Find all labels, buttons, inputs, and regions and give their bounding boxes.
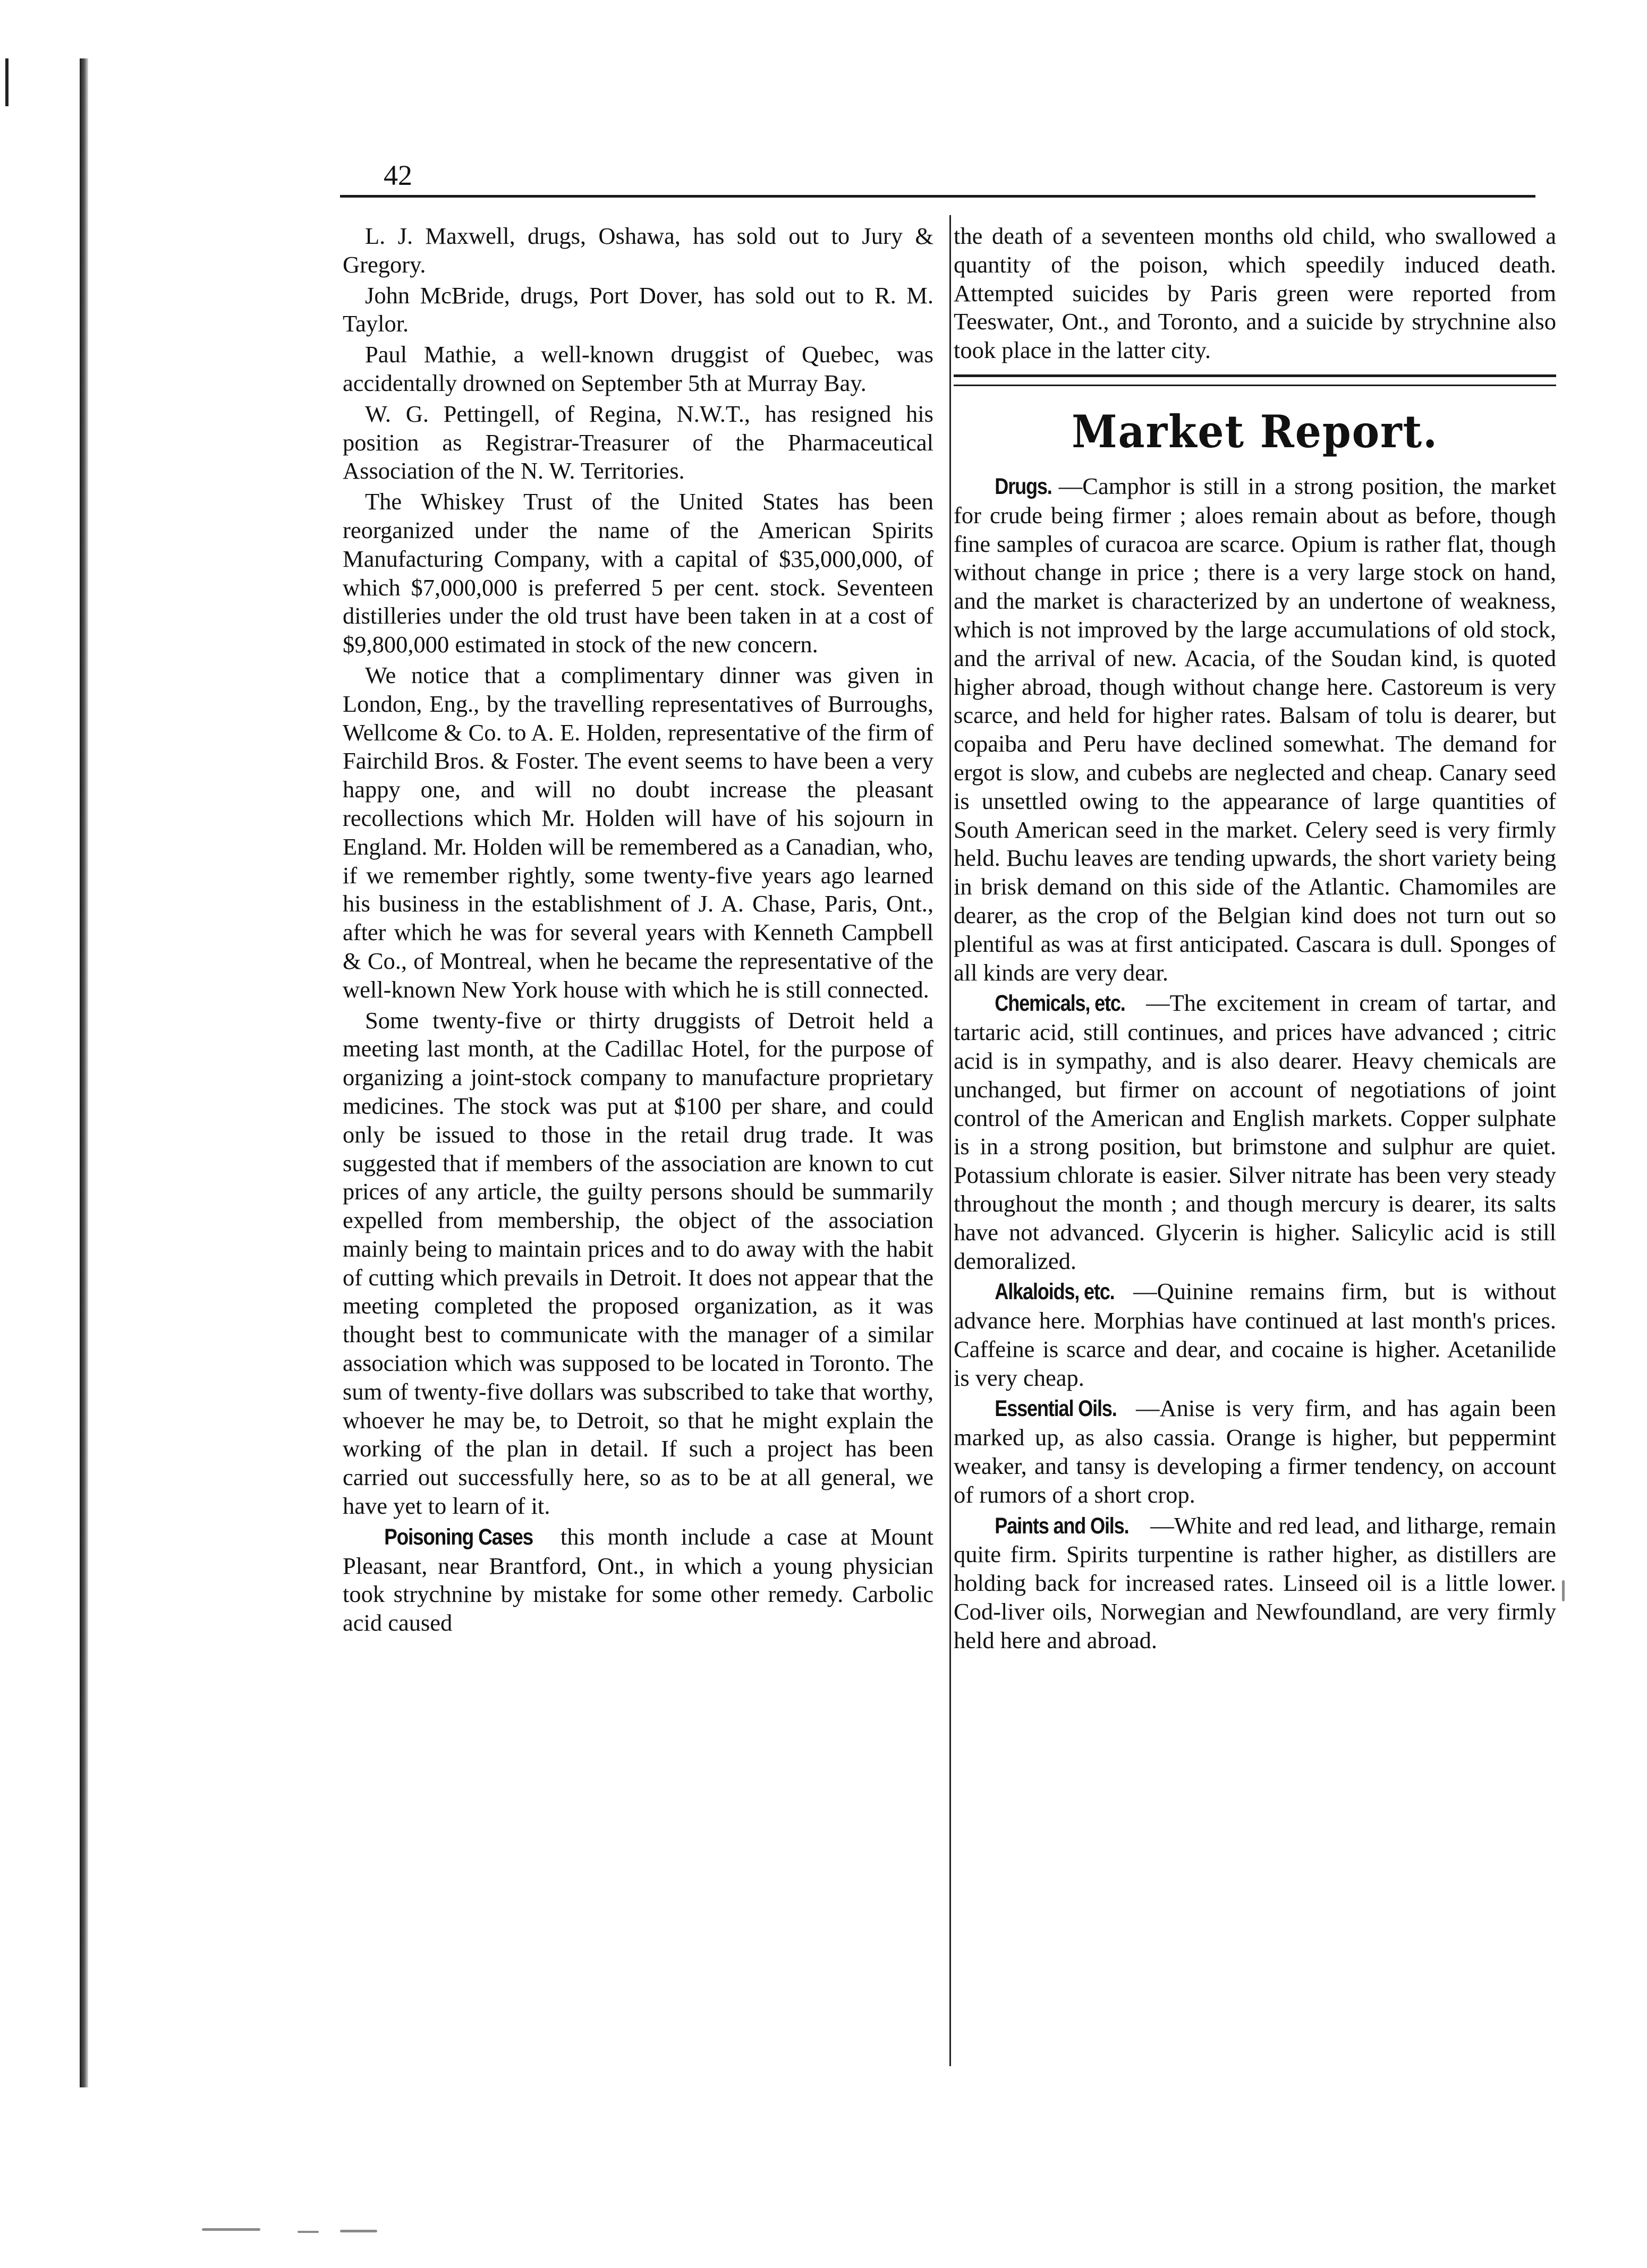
news-item-poisoning-cases: [343, 1523, 933, 1638]
scan-speck: [202, 2228, 260, 2231]
news-item: Some twenty-five or thirty druggists of Detroit held a meeting last month, at the Cadillac Hotel, for the purpose of organizing a joint-stock company to manufacture proprietary medicines. The stock was put at $100 per share, and could only be issued to those in the retail drug trade. It was suggested that if members of the association are known to cut prices of any article, the guilty persons should be summarily expelled from membership, the object of the association mainly being to maintain prices and to do away with the habit of cutting which prevails in Detroit. It does not appear that the meeting completed the proposed organization, as it was thought best to communicate with the manager of a similar association which was supposed to be located in Toronto. The sum of twenty-five dollars was subscribed to take that worthy, whoever he may be, to Detroit, so that he might explain the working of the plan in detail. If such a project has been carried out successfully here, so as to be at all general, we have yet to learn of it.: [343, 1007, 933, 1520]
run-in-heading: Poisoning Cases: [384, 1524, 533, 1550]
left-column: [343, 222, 933, 1640]
run-in-heading: Chemicals, etc.: [995, 991, 1125, 1017]
scan-speck: [298, 2231, 319, 2233]
market-section-body: —Anise is very firm, and has again been marked up, as also cassia. Orange is higher, but peppermint weaker, and tansy is developing a firmer tendency, on account of rumors of a short crop.: [954, 1395, 1556, 1508]
scan-speck: [1562, 1580, 1565, 1601]
right-column: [954, 222, 1556, 1657]
news-item: L. J. Maxwell, drugs, Oshawa, has sold out to Jury & Gregory.: [343, 223, 933, 278]
news-item-body: this month include a case at Mount Pleasant, near Brantford, Ont., in which a young physician took strychnine by mistake for some other remedy. Carbolic acid caused: [343, 1523, 933, 1636]
run-in-heading: Paints and Oils.: [995, 1513, 1129, 1539]
page-number: 42: [384, 159, 412, 191]
run-in-heading: Drugs.: [995, 473, 1052, 499]
header-rule: [340, 195, 1535, 198]
market-section-alkaloids: [954, 1277, 1556, 1392]
news-item-continuation: the death of a seventeen months old child, who swallowed a quantity of the poison, which speedily induced death. Attempted suicides by Paris green were reported from Teeswater, Ont., and Toronto, and a suicide by strychnine also took place in the latter city.: [954, 223, 1556, 364]
scan-speck: [340, 2230, 377, 2232]
run-in-heading: Essential Oils.: [995, 1396, 1117, 1422]
news-item: Paul Mathie, a well-known druggist of Quebec, was accidentally drowned on September 5th at Murray Bay.: [343, 341, 933, 396]
market-section-chemicals: [954, 989, 1556, 1275]
market-section-essential-oils: [954, 1394, 1556, 1509]
column-divider: [949, 215, 951, 2066]
news-item: W. G. Pettingell, of Regina, N.W.T., has resigned his position as Registrar-Treasurer of the Pharmaceutical Association of the N. W. Territories.: [343, 400, 933, 484]
news-item: John McBride, drugs, Port Dover, has sold out to R. M. Taylor.: [343, 282, 933, 337]
market-section-body: —Camphor is still in a strong position, the market for crude being firmer ; aloes remain about as before, though fine samples of curacoa are scarce. Opium is rather flat, though without change in price ; there is a very large stock on hand, and the market is characterized by an undertone of weakness, which is not improved by the large accumulations of old stock, and the arrival of new. Acacia, of the Soudan kind, is quoted higher abroad, though without change here. Castoreum is very scarce, and held for higher rates. Balsam of tolu is dearer, but copaiba and Peru have declined somewhat. The demand for ergot is slow, and cubebs are neglected and cheap. Canary seed is unsettled owing to the appearance of large quantities of South American seed in the market. Celery seed is very firmly held. Buchu leaves are tending upwards, the short variety being in brisk demand on this side of the Atlantic. Chamomiles are dearer, as the crop of the Belgian kind does not turn out so plentiful as was at first anticipated. Cascara is dull. Sponges of all kinds are very dear.: [954, 472, 1556, 986]
market-section-body: —White and red lead, and litharge, remain quite firm. Spirits turpentine is rather higher, as distillers are holding back for increased rates. Linseed oil is a little lower. Cod-liver oils, Norwegian and Newfoundland, are very firmly held here and abroad.: [954, 1512, 1556, 1653]
section-double-rule: [954, 374, 1556, 386]
news-item: We notice that a complimentary dinner was given in London, Eng., by the travelling representatives of Burroughs, Wellcome & Co. to A. E. Holden, representative of the firm of Fairchild Bros. & Foster. The event seems to have been a very happy one, and will no doubt increase the pleasant recollections which Mr. Holden will have of his sojourn in England. Mr. Holden will be remembered as a Canadian, who, if we remember rightly, some twenty-five years ago learned his business in the establishment of J. A. Chase, Paris, Ont., after which he was for several years with Kenneth Campbell & Co., of Montreal, when he became the representative of the well-known New York house with which he is still connected.: [343, 661, 933, 1003]
run-in-heading: Alkaloids, etc.: [995, 1279, 1115, 1305]
market-section-drugs: [954, 472, 1556, 987]
market-report-title: Market Report.: [1072, 405, 1438, 458]
market-section-body: —Quinine remains firm, but is without advance here. Morphias have continued at last month's prices. Caffeine is scarce and dear, and cocaine is higher. Acetanilide is very cheap.: [954, 1278, 1556, 1391]
market-section-paints-oils: [954, 1512, 1556, 1655]
market-section-body: —The excitement in cream of tartar, and tartaric acid, still continues, and prices have advanced ; citric acid is in sympathy, and is also dearer. Heavy chemicals are unchanged, but firmer on account of negotiations of joint control of the American and English markets. Copper sulphate is in a strong position, but brimstone and sulphur are quiet. Potassium chlorate is easier. Silver nitrate has been very steady throughout the month ; and though mercury is dearer, its salts have not advanced. Glycerin is higher. Salicylic acid is still demoralized.: [954, 990, 1556, 1274]
news-item: The Whiskey Trust of the United States has been reorganized under the name of the American Spirits Manufacturing Company, with a capital of $35,000,000, of which $7,000,000 is preferred 5 per cent. stock. Seventeen distilleries under the old trust have been taken in at a cost of $9,800,000 estimated in stock of the new concern.: [343, 488, 933, 658]
scan-artifact-mark: [5, 58, 9, 106]
scan-binding-edge: [80, 58, 88, 2087]
